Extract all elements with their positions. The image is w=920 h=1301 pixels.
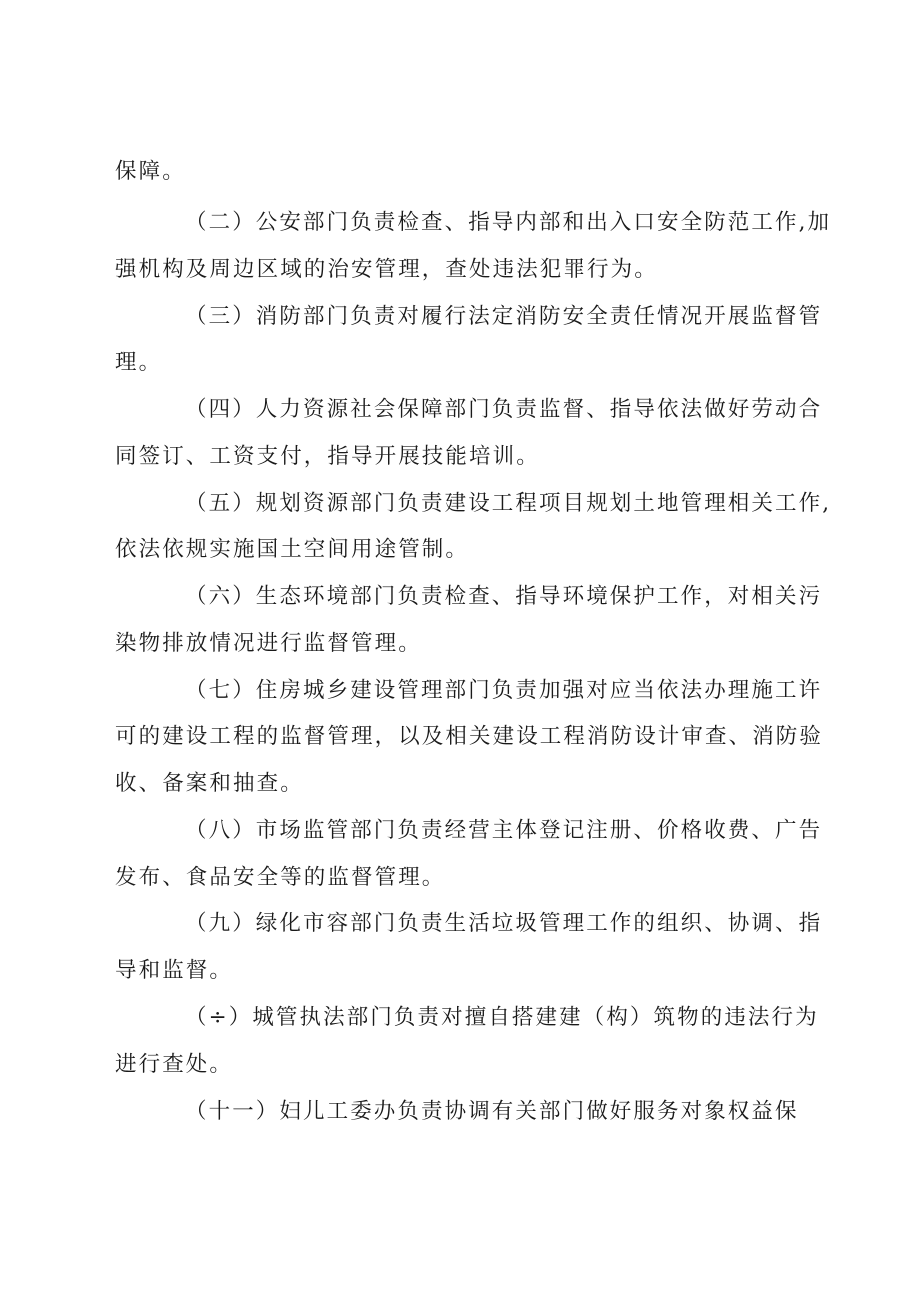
text-line: （÷）城管执法部门负责对擅自搭建建（构）筑物的违法行为 [185,1005,819,1030]
text-line: （七）住房城乡建设管理部门负责加强对应当依法办理施工许 [185,678,823,703]
text-line: 发布、食品安全等的监督管理。 [115,865,446,890]
text-line: （九）绿化市容部门负责生活垃圾管理工作的组织、协调、指 [185,911,823,936]
text-line: 保障。 [115,159,186,184]
text-line: （八）市场监管部门负责经营主体登记注册、价格收费、广告 [185,818,823,843]
text-line: （五）规划资源部门负责建设工程项目规划土地管理相关工作, [185,491,832,516]
text-line: 理。 [115,350,163,375]
text-line: 染物排放情况进行监督管理。 [115,631,422,656]
text-line: 进行查处。 [115,1052,234,1077]
text-line: 同签订、工资支付，指导开展技能培训。 [115,444,540,469]
text-line: （十一）妇儿工委办负责协调有关部门做好服务对象权益保 [185,1099,799,1124]
text-line: 强机构及周边区域的治安管理，查处违法犯罪行为。 [115,257,658,282]
text-line: （二）公安部门负责检查、指导内部和出入口安全防范工作,加 [185,210,832,235]
text-line: 依法依规实施国土空间用途管制。 [115,537,470,562]
text-line: （四）人力资源社会保障部门负责监督、指导依法做好劳动合 [185,397,823,422]
text-line: （六）生态环境部门负责检查、指导环境保护工作，对相关污 [185,584,823,609]
text-line: 收、备案和抽查。 [115,771,304,796]
text-line: 导和监督。 [115,958,234,983]
text-line: （三）消防部门负责对履行法定消防安全责任情况开展监督管 [185,304,823,329]
text-line: 可的建设工程的监督管理，以及相关建设工程消防设计审查、消防验 [115,724,824,749]
